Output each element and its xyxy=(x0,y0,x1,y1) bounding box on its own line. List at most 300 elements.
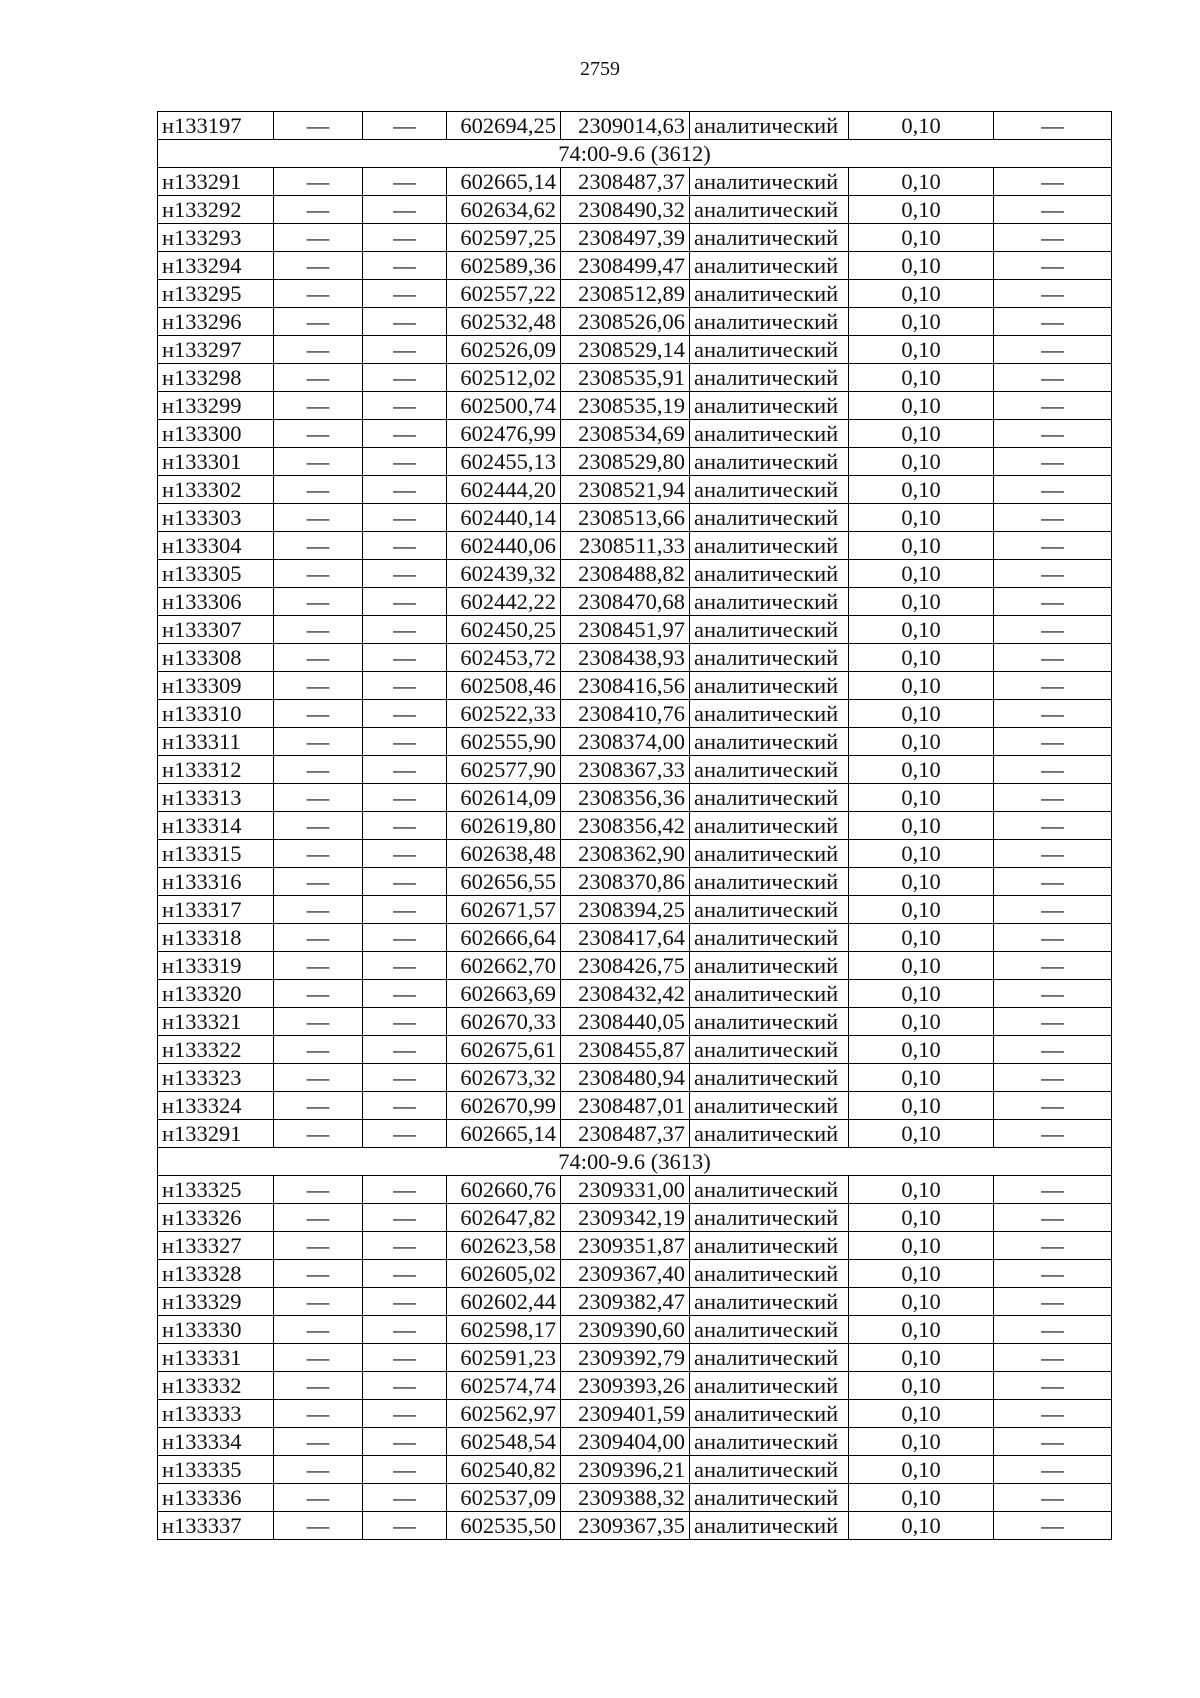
description-cell: — xyxy=(994,1036,1112,1064)
old-x-cell: — xyxy=(274,1204,363,1232)
table-row xyxy=(158,476,1112,504)
old-y-cell: — xyxy=(363,840,447,868)
table-row xyxy=(158,1484,1112,1512)
table-row xyxy=(158,168,1112,196)
old-x-cell: — xyxy=(274,560,363,588)
x-coordinate-cell: 602656,55 xyxy=(447,868,561,896)
old-x-cell: — xyxy=(274,952,363,980)
old-x-cell: — xyxy=(274,420,363,448)
accuracy-cell: 0,10 xyxy=(849,448,994,476)
accuracy-cell: 0,10 xyxy=(849,532,994,560)
point-id-cell: н133298 xyxy=(158,364,274,392)
table-row xyxy=(158,1204,1112,1232)
old-y-cell: — xyxy=(363,1344,447,1372)
point-id-cell: н133292 xyxy=(158,196,274,224)
description-cell: — xyxy=(994,1120,1112,1148)
description-cell: — xyxy=(994,672,1112,700)
description-cell: — xyxy=(994,952,1112,980)
y-coordinate-cell: 2309401,59 xyxy=(561,1400,690,1428)
old-x-cell: — xyxy=(274,336,363,364)
point-id-cell: н133318 xyxy=(158,924,274,952)
method-cell: аналитический xyxy=(690,196,849,224)
table-row xyxy=(158,1176,1112,1204)
method-cell: аналитический xyxy=(690,224,849,252)
accuracy-cell: 0,10 xyxy=(849,168,994,196)
description-cell: — xyxy=(994,1456,1112,1484)
method-cell: аналитический xyxy=(690,644,849,672)
accuracy-cell: 0,10 xyxy=(849,560,994,588)
old-y-cell: — xyxy=(363,560,447,588)
accuracy-cell: 0,10 xyxy=(849,728,994,756)
y-coordinate-cell: 2309390,60 xyxy=(561,1316,690,1344)
x-coordinate-cell: 602526,09 xyxy=(447,336,561,364)
point-id-cell: н133309 xyxy=(158,672,274,700)
accuracy-cell: 0,10 xyxy=(849,1008,994,1036)
point-id-cell: н133302 xyxy=(158,476,274,504)
x-coordinate-cell: 602442,22 xyxy=(447,588,561,616)
y-coordinate-cell: 2308512,89 xyxy=(561,280,690,308)
point-id-cell: н133306 xyxy=(158,588,274,616)
point-id-cell: н133324 xyxy=(158,1092,274,1120)
accuracy-cell: 0,10 xyxy=(849,756,994,784)
y-coordinate-cell: 2309382,47 xyxy=(561,1288,690,1316)
table-row xyxy=(158,560,1112,588)
x-coordinate-cell: 602444,20 xyxy=(447,476,561,504)
accuracy-cell: 0,10 xyxy=(849,924,994,952)
old-y-cell: — xyxy=(363,504,447,532)
accuracy-cell: 0,10 xyxy=(849,336,994,364)
old-x-cell: — xyxy=(274,1344,363,1372)
accuracy-cell: 0,10 xyxy=(849,1288,994,1316)
old-x-cell: — xyxy=(274,840,363,868)
y-coordinate-cell: 2308438,93 xyxy=(561,644,690,672)
x-coordinate-cell: 602439,32 xyxy=(447,560,561,588)
old-x-cell: — xyxy=(274,476,363,504)
method-cell: аналитический xyxy=(690,1428,849,1456)
old-x-cell: — xyxy=(274,1036,363,1064)
old-y-cell: — xyxy=(363,476,447,504)
table-row xyxy=(158,1232,1112,1260)
x-coordinate-cell: 602562,97 xyxy=(447,1400,561,1428)
y-coordinate-cell: 2308356,42 xyxy=(561,812,690,840)
method-cell: аналитический xyxy=(690,700,849,728)
old-y-cell: — xyxy=(363,728,447,756)
description-cell: — xyxy=(994,784,1112,812)
old-y-cell: — xyxy=(363,280,447,308)
old-x-cell: — xyxy=(274,196,363,224)
description-cell: — xyxy=(994,1260,1112,1288)
old-x-cell: — xyxy=(274,224,363,252)
table-row xyxy=(158,812,1112,840)
table-row xyxy=(158,1064,1112,1092)
table-row xyxy=(158,756,1112,784)
method-cell: аналитический xyxy=(690,1204,849,1232)
point-id-cell: н133312 xyxy=(158,756,274,784)
description-cell: — xyxy=(994,588,1112,616)
old-y-cell: — xyxy=(363,980,447,1008)
accuracy-cell: 0,10 xyxy=(849,1512,994,1540)
old-y-cell: — xyxy=(363,532,447,560)
x-coordinate-cell: 602574,74 xyxy=(447,1372,561,1400)
description-cell: — xyxy=(994,1512,1112,1540)
old-y-cell: — xyxy=(363,1092,447,1120)
accuracy-cell: 0,10 xyxy=(849,224,994,252)
accuracy-cell: 0,10 xyxy=(849,1428,994,1456)
table-row xyxy=(158,980,1112,1008)
table-row xyxy=(158,868,1112,896)
x-coordinate-cell: 602500,74 xyxy=(447,392,561,420)
y-coordinate-cell: 2309388,32 xyxy=(561,1484,690,1512)
table-row xyxy=(158,672,1112,700)
y-coordinate-cell: 2308490,32 xyxy=(561,196,690,224)
old-y-cell: — xyxy=(363,1120,447,1148)
x-coordinate-cell: 602662,70 xyxy=(447,952,561,980)
old-y-cell: — xyxy=(363,672,447,700)
x-coordinate-cell: 602602,44 xyxy=(447,1288,561,1316)
method-cell: аналитический xyxy=(690,784,849,812)
x-coordinate-cell: 602440,14 xyxy=(447,504,561,532)
table-row xyxy=(158,840,1112,868)
y-coordinate-cell: 2309014,63 xyxy=(561,112,690,140)
table-row xyxy=(158,532,1112,560)
old-y-cell: — xyxy=(363,308,447,336)
method-cell: аналитический xyxy=(690,1512,849,1540)
old-x-cell: — xyxy=(274,1120,363,1148)
old-y-cell: — xyxy=(363,1372,447,1400)
old-y-cell: — xyxy=(363,1428,447,1456)
description-cell: — xyxy=(994,476,1112,504)
description-cell: — xyxy=(994,364,1112,392)
method-cell: аналитический xyxy=(690,924,849,952)
accuracy-cell: 0,10 xyxy=(849,1316,994,1344)
accuracy-cell: 0,10 xyxy=(849,1064,994,1092)
y-coordinate-cell: 2308511,33 xyxy=(561,532,690,560)
y-coordinate-cell: 2308426,75 xyxy=(561,952,690,980)
method-cell: аналитический xyxy=(690,672,849,700)
point-id-cell: н133327 xyxy=(158,1232,274,1260)
method-cell: аналитический xyxy=(690,1456,849,1484)
method-cell: аналитический xyxy=(690,112,849,140)
y-coordinate-cell: 2308480,94 xyxy=(561,1064,690,1092)
old-y-cell: — xyxy=(363,168,447,196)
y-coordinate-cell: 2308534,69 xyxy=(561,420,690,448)
x-coordinate-cell: 602450,25 xyxy=(447,616,561,644)
table-row xyxy=(158,1260,1112,1288)
point-id-cell: н133319 xyxy=(158,952,274,980)
accuracy-cell: 0,10 xyxy=(849,1484,994,1512)
old-x-cell: — xyxy=(274,1512,363,1540)
x-coordinate-cell: 602694,25 xyxy=(447,112,561,140)
point-id-cell: н133305 xyxy=(158,560,274,588)
old-y-cell: — xyxy=(363,784,447,812)
y-coordinate-cell: 2308356,36 xyxy=(561,784,690,812)
table-row xyxy=(158,112,1112,140)
method-cell: аналитический xyxy=(690,1316,849,1344)
point-id-cell: н133334 xyxy=(158,1428,274,1456)
method-cell: аналитический xyxy=(690,1092,849,1120)
method-cell: аналитический xyxy=(690,1344,849,1372)
description-cell: — xyxy=(994,1428,1112,1456)
description-cell: — xyxy=(994,644,1112,672)
accuracy-cell: 0,10 xyxy=(849,1092,994,1120)
table-row xyxy=(158,448,1112,476)
x-coordinate-cell: 602671,57 xyxy=(447,896,561,924)
point-id-cell: н133297 xyxy=(158,336,274,364)
old-y-cell: — xyxy=(363,1260,447,1288)
y-coordinate-cell: 2308529,14 xyxy=(561,336,690,364)
section-header-row xyxy=(158,1148,1112,1176)
old-x-cell: — xyxy=(274,1288,363,1316)
old-x-cell: — xyxy=(274,280,363,308)
old-x-cell: — xyxy=(274,112,363,140)
old-y-cell: — xyxy=(363,1064,447,1092)
accuracy-cell: 0,10 xyxy=(849,644,994,672)
description-cell: — xyxy=(994,1484,1112,1512)
old-y-cell: — xyxy=(363,644,447,672)
method-cell: аналитический xyxy=(690,840,849,868)
y-coordinate-cell: 2309396,21 xyxy=(561,1456,690,1484)
description-cell: — xyxy=(994,532,1112,560)
description-cell: — xyxy=(994,168,1112,196)
table-row xyxy=(158,224,1112,252)
description-cell: — xyxy=(994,252,1112,280)
old-x-cell: — xyxy=(274,728,363,756)
method-cell: аналитический xyxy=(690,1400,849,1428)
accuracy-cell: 0,10 xyxy=(849,896,994,924)
x-coordinate-cell: 602638,48 xyxy=(447,840,561,868)
old-y-cell: — xyxy=(363,196,447,224)
table-row xyxy=(158,308,1112,336)
x-coordinate-cell: 602577,90 xyxy=(447,756,561,784)
accuracy-cell: 0,10 xyxy=(849,1400,994,1428)
old-y-cell: — xyxy=(363,1512,447,1540)
y-coordinate-cell: 2309404,00 xyxy=(561,1428,690,1456)
method-cell: аналитический xyxy=(690,392,849,420)
y-coordinate-cell: 2309351,87 xyxy=(561,1232,690,1260)
method-cell: аналитический xyxy=(690,616,849,644)
old-x-cell: — xyxy=(274,532,363,560)
old-y-cell: — xyxy=(363,1484,447,1512)
accuracy-cell: 0,10 xyxy=(849,980,994,1008)
old-x-cell: — xyxy=(274,1316,363,1344)
accuracy-cell: 0,10 xyxy=(849,812,994,840)
old-y-cell: — xyxy=(363,392,447,420)
x-coordinate-cell: 602522,33 xyxy=(447,700,561,728)
method-cell: аналитический xyxy=(690,280,849,308)
old-y-cell: — xyxy=(363,1176,447,1204)
old-y-cell: — xyxy=(363,616,447,644)
description-cell: — xyxy=(994,924,1112,952)
point-id-cell: н133294 xyxy=(158,252,274,280)
method-cell: аналитический xyxy=(690,1232,849,1260)
old-y-cell: — xyxy=(363,1008,447,1036)
old-x-cell: — xyxy=(274,784,363,812)
y-coordinate-cell: 2309393,26 xyxy=(561,1372,690,1400)
accuracy-cell: 0,10 xyxy=(849,1344,994,1372)
description-cell: — xyxy=(994,1204,1112,1232)
point-id-cell: н133304 xyxy=(158,532,274,560)
table-row xyxy=(158,1008,1112,1036)
section-header: 74:00-9.6 (3612) xyxy=(158,140,1112,168)
x-coordinate-cell: 602440,06 xyxy=(447,532,561,560)
point-id-cell: н133303 xyxy=(158,504,274,532)
description-cell: — xyxy=(994,1064,1112,1092)
y-coordinate-cell: 2308416,56 xyxy=(561,672,690,700)
table-row xyxy=(158,1036,1112,1064)
table-row xyxy=(158,1512,1112,1540)
description-cell: — xyxy=(994,812,1112,840)
description-cell: — xyxy=(994,504,1112,532)
point-id-cell: н133299 xyxy=(158,392,274,420)
method-cell: аналитический xyxy=(690,336,849,364)
accuracy-cell: 0,10 xyxy=(849,952,994,980)
x-coordinate-cell: 602665,14 xyxy=(447,1120,561,1148)
y-coordinate-cell: 2308487,37 xyxy=(561,168,690,196)
point-id-cell: н133310 xyxy=(158,700,274,728)
old-x-cell: — xyxy=(274,644,363,672)
y-coordinate-cell: 2308455,87 xyxy=(561,1036,690,1064)
method-cell: аналитический xyxy=(690,1484,849,1512)
section-header: 74:00-9.6 (3613) xyxy=(158,1148,1112,1176)
y-coordinate-cell: 2308367,33 xyxy=(561,756,690,784)
x-coordinate-cell: 602589,36 xyxy=(447,252,561,280)
point-id-cell: н133317 xyxy=(158,896,274,924)
method-cell: аналитический xyxy=(690,1064,849,1092)
old-y-cell: — xyxy=(363,224,447,252)
method-cell: аналитический xyxy=(690,308,849,336)
old-x-cell: — xyxy=(274,588,363,616)
table-row xyxy=(158,252,1112,280)
accuracy-cell: 0,10 xyxy=(849,784,994,812)
old-x-cell: — xyxy=(274,1428,363,1456)
coordinates-table xyxy=(157,111,1112,1540)
y-coordinate-cell: 2308497,39 xyxy=(561,224,690,252)
description-cell: — xyxy=(994,756,1112,784)
accuracy-cell: 0,10 xyxy=(849,1204,994,1232)
x-coordinate-cell: 602555,90 xyxy=(447,728,561,756)
point-id-cell: н133313 xyxy=(158,784,274,812)
point-id-cell: н133300 xyxy=(158,420,274,448)
point-id-cell: н133314 xyxy=(158,812,274,840)
accuracy-cell: 0,10 xyxy=(849,392,994,420)
point-id-cell: н133291 xyxy=(158,1120,274,1148)
y-coordinate-cell: 2309392,79 xyxy=(561,1344,690,1372)
y-coordinate-cell: 2308394,25 xyxy=(561,896,690,924)
point-id-cell: н133325 xyxy=(158,1176,274,1204)
point-id-cell: н133296 xyxy=(158,308,274,336)
old-x-cell: — xyxy=(274,1064,363,1092)
table-row xyxy=(158,336,1112,364)
method-cell: аналитический xyxy=(690,896,849,924)
y-coordinate-cell: 2308417,64 xyxy=(561,924,690,952)
x-coordinate-cell: 602535,50 xyxy=(447,1512,561,1540)
method-cell: аналитический xyxy=(690,252,849,280)
table-row xyxy=(158,504,1112,532)
method-cell: аналитический xyxy=(690,420,849,448)
old-y-cell: — xyxy=(363,896,447,924)
y-coordinate-cell: 2308432,42 xyxy=(561,980,690,1008)
method-cell: аналитический xyxy=(690,1176,849,1204)
old-x-cell: — xyxy=(274,756,363,784)
description-cell: — xyxy=(994,1400,1112,1428)
table-row xyxy=(158,1344,1112,1372)
accuracy-cell: 0,10 xyxy=(849,308,994,336)
method-cell: аналитический xyxy=(690,1288,849,1316)
point-id-cell: н133332 xyxy=(158,1372,274,1400)
point-id-cell: н133308 xyxy=(158,644,274,672)
method-cell: аналитический xyxy=(690,532,849,560)
table-row xyxy=(158,700,1112,728)
y-coordinate-cell: 2308470,68 xyxy=(561,588,690,616)
old-y-cell: — xyxy=(363,1316,447,1344)
y-coordinate-cell: 2308529,80 xyxy=(561,448,690,476)
old-x-cell: — xyxy=(274,672,363,700)
method-cell: аналитический xyxy=(690,980,849,1008)
old-y-cell: — xyxy=(363,924,447,952)
x-coordinate-cell: 602512,02 xyxy=(447,364,561,392)
method-cell: аналитический xyxy=(690,868,849,896)
point-id-cell: н133331 xyxy=(158,1344,274,1372)
x-coordinate-cell: 602508,46 xyxy=(447,672,561,700)
old-x-cell: — xyxy=(274,1400,363,1428)
accuracy-cell: 0,10 xyxy=(849,1456,994,1484)
table-row xyxy=(158,616,1112,644)
old-y-cell: — xyxy=(363,1400,447,1428)
y-coordinate-cell: 2308487,37 xyxy=(561,1120,690,1148)
old-y-cell: — xyxy=(363,1232,447,1260)
point-id-cell: н133320 xyxy=(158,980,274,1008)
description-cell: — xyxy=(994,560,1112,588)
old-x-cell: — xyxy=(274,168,363,196)
description-cell: — xyxy=(994,1232,1112,1260)
table-row xyxy=(158,1456,1112,1484)
accuracy-cell: 0,10 xyxy=(849,420,994,448)
x-coordinate-cell: 602660,76 xyxy=(447,1176,561,1204)
description-cell: — xyxy=(994,896,1112,924)
accuracy-cell: 0,10 xyxy=(849,1036,994,1064)
old-y-cell: — xyxy=(363,1288,447,1316)
y-coordinate-cell: 2308410,76 xyxy=(561,700,690,728)
old-x-cell: — xyxy=(274,812,363,840)
old-y-cell: — xyxy=(363,1456,447,1484)
point-id-cell: н133330 xyxy=(158,1316,274,1344)
point-id-cell: н133323 xyxy=(158,1064,274,1092)
point-id-cell: н133337 xyxy=(158,1512,274,1540)
x-coordinate-cell: 602675,61 xyxy=(447,1036,561,1064)
method-cell: аналитический xyxy=(690,728,849,756)
accuracy-cell: 0,10 xyxy=(849,672,994,700)
old-y-cell: — xyxy=(363,336,447,364)
table-row xyxy=(158,728,1112,756)
old-y-cell: — xyxy=(363,868,447,896)
old-x-cell: — xyxy=(274,700,363,728)
table-row xyxy=(158,784,1112,812)
point-id-cell: н133293 xyxy=(158,224,274,252)
table-row xyxy=(158,364,1112,392)
old-x-cell: — xyxy=(274,1092,363,1120)
accuracy-cell: 0,10 xyxy=(849,840,994,868)
y-coordinate-cell: 2309367,35 xyxy=(561,1512,690,1540)
x-coordinate-cell: 602591,23 xyxy=(447,1344,561,1372)
description-cell: — xyxy=(994,868,1112,896)
description-cell: — xyxy=(994,336,1112,364)
point-id-cell: н133335 xyxy=(158,1456,274,1484)
table-row xyxy=(158,588,1112,616)
y-coordinate-cell: 2308513,66 xyxy=(561,504,690,532)
table-row xyxy=(158,392,1112,420)
table-row xyxy=(158,1400,1112,1428)
point-id-cell: н133307 xyxy=(158,616,274,644)
